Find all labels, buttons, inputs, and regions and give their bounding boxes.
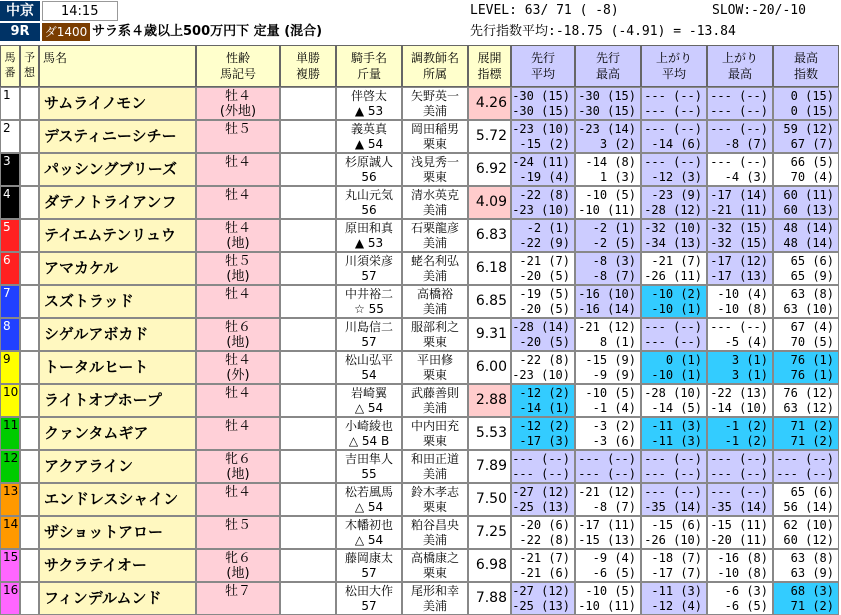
agari-average: -32 (10) -34 (13) bbox=[641, 219, 707, 252]
sex-age: 牡４ bbox=[196, 186, 280, 219]
senko-average: -12 (2) -14 (1) bbox=[511, 384, 575, 417]
senko-average: -30 (15) -30 (15) bbox=[511, 87, 575, 120]
prediction-mark[interactable] bbox=[20, 252, 39, 285]
trainer-name[interactable]: 平田修 栗東 bbox=[402, 351, 468, 384]
trainer-name[interactable]: 服部利之 栗東 bbox=[402, 318, 468, 351]
odds bbox=[280, 450, 336, 483]
prediction-mark[interactable] bbox=[20, 417, 39, 450]
agari-max: --- (--) -5 (4) bbox=[707, 318, 773, 351]
odds bbox=[280, 153, 336, 186]
agari-max: --- (--) -35 (14) bbox=[707, 483, 773, 516]
best-index: 65 (6) 56 (14) bbox=[773, 483, 839, 516]
senko-max: -30 (15) -30 (15) bbox=[575, 87, 641, 120]
prediction-mark[interactable] bbox=[20, 318, 39, 351]
trainer-name[interactable]: 中内田充 栗東 bbox=[402, 417, 468, 450]
senko-average: -20 (6) -22 (8) bbox=[511, 516, 575, 549]
horse-number: 1 bbox=[0, 87, 20, 120]
table-header bbox=[0, 45, 841, 87]
best-index: 67 (4) 70 (5) bbox=[773, 318, 839, 351]
venue-label: 中京 bbox=[0, 1, 40, 21]
odds bbox=[280, 285, 336, 318]
horse-name[interactable]: サムライノモン bbox=[39, 87, 196, 120]
senko-average: -12 (2) -17 (3) bbox=[511, 417, 575, 450]
jockey-name[interactable]: 松若風馬 △ 54 bbox=[336, 483, 402, 516]
sex-age: 牡４ (外地) bbox=[196, 87, 280, 120]
trainer-name[interactable]: 高橋康之 栗東 bbox=[402, 549, 468, 582]
horse-number: 7 bbox=[0, 285, 20, 318]
prediction-mark[interactable] bbox=[20, 186, 39, 219]
senko-max: -21 (12) 8 (1) bbox=[575, 318, 641, 351]
sex-age: 牡６ (地) bbox=[196, 318, 280, 351]
horse-number: 3 bbox=[0, 153, 20, 186]
development-index: 7.88 bbox=[468, 582, 511, 615]
trainer-name[interactable]: 石栗龍彦 美浦 bbox=[402, 219, 468, 252]
jockey-name[interactable]: 小崎綾也 △ 54 B bbox=[336, 417, 402, 450]
horse-number: 12 bbox=[0, 450, 20, 483]
best-index: 76 (12) 63 (12) bbox=[773, 384, 839, 417]
horse-number: 10 bbox=[0, 384, 20, 417]
header-jockey: 騎手名 斤量 bbox=[336, 45, 402, 87]
agari-max: --- (--) -4 (3) bbox=[707, 153, 773, 186]
header-odds: 単勝 複勝 bbox=[280, 45, 336, 87]
odds bbox=[280, 120, 336, 153]
header-name: 馬名 bbox=[39, 45, 196, 87]
development-index: 7.50 bbox=[468, 483, 511, 516]
horse-number: 9 bbox=[0, 351, 20, 384]
table-row[interactable] bbox=[0, 219, 841, 252]
header-sex: 性齢 馬記号 bbox=[196, 45, 280, 87]
trainer-name[interactable]: 岡田稲男 栗東 bbox=[402, 120, 468, 153]
odds bbox=[280, 582, 336, 615]
horse-name[interactable]: サクラテイオー bbox=[39, 549, 196, 582]
sex-age: 牡４ bbox=[196, 153, 280, 186]
development-index: 4.26 bbox=[468, 87, 511, 120]
senko-max: --- (--) --- (--) bbox=[575, 450, 641, 483]
horse-name[interactable]: ライトオブホープ bbox=[39, 384, 196, 417]
jockey-name[interactable]: 丸山元気 56 bbox=[336, 186, 402, 219]
senko-max: -10 (5) -1 (4) bbox=[575, 384, 641, 417]
sex-age: 牡４ (地) bbox=[196, 219, 280, 252]
best-index: 62 (10) 60 (12) bbox=[773, 516, 839, 549]
senko-max: -15 (9) -9 (9) bbox=[575, 351, 641, 384]
race-number: 9R bbox=[0, 23, 40, 41]
jockey-name[interactable]: 中井裕二 ☆ 55 bbox=[336, 285, 402, 318]
prediction-mark[interactable] bbox=[20, 285, 39, 318]
prediction-mark[interactable] bbox=[20, 516, 39, 549]
agari-average: --- (--) -12 (3) bbox=[641, 153, 707, 186]
development-index: 6.83 bbox=[468, 219, 511, 252]
horse-name[interactable]: フィンデルムンド bbox=[39, 582, 196, 615]
sex-age: 牡４ bbox=[196, 483, 280, 516]
agari-max: -17 (12) -17 (13) bbox=[707, 252, 773, 285]
senko-max: -14 (8) 1 (3) bbox=[575, 153, 641, 186]
odds bbox=[280, 516, 336, 549]
sex-age: 牝６ (地) bbox=[196, 450, 280, 483]
senko-average: -28 (14) -20 (5) bbox=[511, 318, 575, 351]
header-best: 最高 指数 bbox=[773, 45, 839, 87]
horse-name[interactable]: ダテノトライアンフ bbox=[39, 186, 196, 219]
table-row[interactable] bbox=[0, 549, 841, 582]
prediction-mark[interactable] bbox=[20, 219, 39, 252]
odds bbox=[280, 549, 336, 582]
horse-name[interactable]: パッシングブリーズ bbox=[39, 153, 196, 186]
development-index: 4.09 bbox=[468, 186, 511, 219]
top-bar bbox=[0, 0, 841, 22]
table-row[interactable] bbox=[0, 186, 841, 219]
race-title: サラ系４歳以上500万円下 定量 (混合) bbox=[92, 24, 323, 39]
header-senko-avg: 先行 平均 bbox=[511, 45, 575, 87]
senko-max: -8 (3) -8 (7) bbox=[575, 252, 641, 285]
horse-name[interactable]: テイエムテンリュウ bbox=[39, 219, 196, 252]
agari-max: --- (--) -8 (7) bbox=[707, 120, 773, 153]
development-index: 7.25 bbox=[468, 516, 511, 549]
agari-max: -10 (4) -10 (8) bbox=[707, 285, 773, 318]
odds bbox=[280, 186, 336, 219]
trainer-name[interactable]: 和田正道 美浦 bbox=[402, 450, 468, 483]
agari-max: -17 (14) -21 (11) bbox=[707, 186, 773, 219]
agari-max: --- (--) --- (--) bbox=[707, 450, 773, 483]
development-index: 5.72 bbox=[468, 120, 511, 153]
senko-average: -24 (11) -19 (4) bbox=[511, 153, 575, 186]
jockey-name[interactable]: 原田和真 ▲ 53 bbox=[336, 219, 402, 252]
horse-name[interactable]: ザショットアロー bbox=[39, 516, 196, 549]
trainer-name[interactable]: 清水英克 美浦 bbox=[402, 186, 468, 219]
senko-max: -23 (14) 3 (2) bbox=[575, 120, 641, 153]
agari-average: -28 (10) -14 (5) bbox=[641, 384, 707, 417]
prediction-mark[interactable] bbox=[20, 582, 39, 615]
horse-number: 14 bbox=[0, 516, 20, 549]
senko-max: -21 (12) -8 (7) bbox=[575, 483, 641, 516]
senko-average: -27 (12) -25 (13) bbox=[511, 582, 575, 615]
senko-average: -22 (8) -23 (10) bbox=[511, 351, 575, 384]
agari-max: 3 (1) 3 (1) bbox=[707, 351, 773, 384]
senko-max: -16 (10) -16 (14) bbox=[575, 285, 641, 318]
best-index: 76 (1) 76 (1) bbox=[773, 351, 839, 384]
trainer-name[interactable]: 矢野英一 美浦 bbox=[402, 87, 468, 120]
development-index: 6.98 bbox=[468, 549, 511, 582]
best-index: 0 (15) 0 (15) bbox=[773, 87, 839, 120]
table-row[interactable] bbox=[0, 351, 841, 384]
odds bbox=[280, 252, 336, 285]
table-row[interactable] bbox=[0, 483, 841, 516]
table-row[interactable] bbox=[0, 120, 841, 153]
table-row[interactable] bbox=[0, 582, 841, 615]
senko-max: -17 (11) -15 (13) bbox=[575, 516, 641, 549]
horse-number: 4 bbox=[0, 186, 20, 219]
horse-name[interactable]: クァンタムギア bbox=[39, 417, 196, 450]
senko-max: -2 (1) -2 (5) bbox=[575, 219, 641, 252]
agari-average: --- (--) --- (--) bbox=[641, 87, 707, 120]
jockey-name[interactable]: 吉田隼人 55 bbox=[336, 450, 402, 483]
jockey-name[interactable]: 杉原誠人 56 bbox=[336, 153, 402, 186]
horse-name[interactable]: エンドレスシャイン bbox=[39, 483, 196, 516]
horse-number: 6 bbox=[0, 252, 20, 285]
header-num: 馬番 bbox=[0, 45, 20, 87]
prediction-mark[interactable] bbox=[20, 351, 39, 384]
sex-age: 牝６ (地) bbox=[196, 549, 280, 582]
race-bar bbox=[0, 22, 841, 41]
development-index: 9.31 bbox=[468, 318, 511, 351]
best-index: 66 (5) 70 (4) bbox=[773, 153, 839, 186]
odds bbox=[280, 483, 336, 516]
table-row[interactable] bbox=[0, 516, 841, 549]
agari-average: -15 (6) -26 (10) bbox=[641, 516, 707, 549]
trainer-name[interactable]: 蛯名利弘 美浦 bbox=[402, 252, 468, 285]
horse-name[interactable]: シゲルアボカド bbox=[39, 318, 196, 351]
agari-average: -23 (9) -28 (12) bbox=[641, 186, 707, 219]
jockey-name[interactable]: 川島信二 57 bbox=[336, 318, 402, 351]
jockey-name[interactable]: 川須栄彦 57 bbox=[336, 252, 402, 285]
horse-number: 13 bbox=[0, 483, 20, 516]
table-row[interactable] bbox=[0, 87, 841, 120]
best-index: 59 (12) 67 (7) bbox=[773, 120, 839, 153]
jockey-name[interactable]: 義英真 ▲ 54 bbox=[336, 120, 402, 153]
agari-average: -10 (2) -10 (1) bbox=[641, 285, 707, 318]
table-row[interactable] bbox=[0, 384, 841, 417]
agari-average: -18 (7) -17 (7) bbox=[641, 549, 707, 582]
jockey-name[interactable]: 伴啓太 ▲ 53 bbox=[336, 87, 402, 120]
jockey-name[interactable]: 岩崎翼 △ 54 bbox=[336, 384, 402, 417]
horse-number: 16 bbox=[0, 582, 20, 615]
table-row[interactable] bbox=[0, 318, 841, 351]
agari-max: -1 (2) -1 (2) bbox=[707, 417, 773, 450]
jockey-name[interactable]: 松山弘平 54 bbox=[336, 351, 402, 384]
senko-average: -21 (7) -20 (5) bbox=[511, 252, 575, 285]
agari-max: -22 (13) -14 (10) bbox=[707, 384, 773, 417]
best-index: 63 (8) 63 (9) bbox=[773, 549, 839, 582]
prediction-mark[interactable] bbox=[20, 549, 39, 582]
development-index: 7.89 bbox=[468, 450, 511, 483]
trainer-name[interactable]: 鈴木孝志 栗東 bbox=[402, 483, 468, 516]
race-time: 14:15 bbox=[42, 1, 118, 21]
senko-max: -9 (4) -6 (5) bbox=[575, 549, 641, 582]
best-index: 60 (11) 60 (13) bbox=[773, 186, 839, 219]
horse-name[interactable]: アクアライン bbox=[39, 450, 196, 483]
agari-average: --- (--) --- (--) bbox=[641, 450, 707, 483]
sex-age: 牡４ bbox=[196, 384, 280, 417]
header-idx: 展開 指標 bbox=[468, 45, 511, 87]
senko-max: -3 (2) -3 (6) bbox=[575, 417, 641, 450]
development-index: 5.53 bbox=[468, 417, 511, 450]
trainer-name[interactable]: 尾形和幸 美浦 bbox=[402, 582, 468, 615]
horse-name[interactable]: デスティニーシチー bbox=[39, 120, 196, 153]
slow-readout: SLOW:-20/-10 bbox=[712, 3, 806, 18]
header-trainer: 調教師名 所属 bbox=[402, 45, 468, 87]
table-row[interactable] bbox=[0, 450, 841, 483]
senko-average: -21 (7) -21 (6) bbox=[511, 549, 575, 582]
horse-name[interactable]: アマカケル bbox=[39, 252, 196, 285]
trainer-name[interactable]: 浅見秀一 栗東 bbox=[402, 153, 468, 186]
horse-name[interactable]: トータルヒート bbox=[39, 351, 196, 384]
level-readout: LEVEL: 63/ 71 ( -8) bbox=[470, 3, 619, 18]
trainer-name[interactable]: 武藤善則 美浦 bbox=[402, 384, 468, 417]
agari-average: --- (--) --- (--) bbox=[641, 318, 707, 351]
agari-max: -32 (15) -32 (15) bbox=[707, 219, 773, 252]
development-index: 6.92 bbox=[468, 153, 511, 186]
development-index: 6.85 bbox=[468, 285, 511, 318]
best-index: 65 (6) 65 (9) bbox=[773, 252, 839, 285]
odds bbox=[280, 87, 336, 120]
best-index: --- (--) --- (--) bbox=[773, 450, 839, 483]
odds bbox=[280, 351, 336, 384]
prediction-mark[interactable] bbox=[20, 120, 39, 153]
horse-number: 2 bbox=[0, 120, 20, 153]
table-row[interactable] bbox=[0, 252, 841, 285]
sex-age: 牡７ bbox=[196, 582, 280, 615]
agari-max: --- (--) --- (--) bbox=[707, 87, 773, 120]
best-index: 63 (8) 63 (10) bbox=[773, 285, 839, 318]
trainer-name[interactable]: 粕谷昌央 美浦 bbox=[402, 516, 468, 549]
development-index: 2.88 bbox=[468, 384, 511, 417]
senko-average: --- (--) --- (--) bbox=[511, 450, 575, 483]
senko-average: -27 (12) -25 (13) bbox=[511, 483, 575, 516]
jockey-name[interactable]: 松田大作 57 bbox=[336, 582, 402, 615]
agari-average: -21 (7) -26 (11) bbox=[641, 252, 707, 285]
agari-average: --- (--) -35 (14) bbox=[641, 483, 707, 516]
horse-number: 15 bbox=[0, 549, 20, 582]
odds bbox=[280, 384, 336, 417]
track-badge: ダ1400 bbox=[42, 23, 90, 41]
horse-number: 11 bbox=[0, 417, 20, 450]
development-index: 6.18 bbox=[468, 252, 511, 285]
sex-age: 牡４ bbox=[196, 285, 280, 318]
sex-age: 牡４ bbox=[196, 417, 280, 450]
header-agari-avg: 上がり 平均 bbox=[641, 45, 707, 87]
agari-max: -15 (11) -20 (11) bbox=[707, 516, 773, 549]
best-index: 68 (3) 71 (2) bbox=[773, 582, 839, 615]
horse-number: 5 bbox=[0, 219, 20, 252]
prediction-mark[interactable] bbox=[20, 153, 39, 186]
agari-max: -6 (3) -6 (5) bbox=[707, 582, 773, 615]
agari-average: -11 (3) -12 (4) bbox=[641, 582, 707, 615]
senko-average: -2 (1) -22 (9) bbox=[511, 219, 575, 252]
sex-age: 牡５ (地) bbox=[196, 252, 280, 285]
header-senko-max: 先行 最高 bbox=[575, 45, 641, 87]
senko-average: -22 (8) -23 (10) bbox=[511, 186, 575, 219]
jockey-name[interactable]: 木幡初也 △ 54 bbox=[336, 516, 402, 549]
prediction-mark[interactable] bbox=[20, 384, 39, 417]
agari-average: 0 (1) -10 (1) bbox=[641, 351, 707, 384]
development-index: 6.00 bbox=[468, 351, 511, 384]
horse-number: 8 bbox=[0, 318, 20, 351]
prediction-mark[interactable] bbox=[20, 483, 39, 516]
sex-age: 牡４ (外) bbox=[196, 351, 280, 384]
prediction-mark[interactable] bbox=[20, 87, 39, 120]
table-row[interactable] bbox=[0, 417, 841, 450]
average-readout: 先行指数平均:-18.75 (-4.91) = -13.84 bbox=[470, 24, 736, 39]
odds bbox=[280, 417, 336, 450]
senko-max: -10 (5) -10 (11) bbox=[575, 186, 641, 219]
best-index: 71 (2) 71 (2) bbox=[773, 417, 839, 450]
header-agari-max: 上がり 最高 bbox=[707, 45, 773, 87]
best-index: 48 (14) 48 (14) bbox=[773, 219, 839, 252]
trainer-name[interactable]: 高橋裕 美浦 bbox=[402, 285, 468, 318]
senko-max: -10 (5) -10 (11) bbox=[575, 582, 641, 615]
agari-average: -11 (3) -11 (3) bbox=[641, 417, 707, 450]
agari-average: --- (--) -14 (6) bbox=[641, 120, 707, 153]
horse-name[interactable]: スズトラッド bbox=[39, 285, 196, 318]
senko-average: -19 (5) -20 (5) bbox=[511, 285, 575, 318]
odds bbox=[280, 318, 336, 351]
table-row[interactable] bbox=[0, 153, 841, 186]
table-row[interactable] bbox=[0, 285, 841, 318]
sex-age: 牡５ bbox=[196, 516, 280, 549]
header-pred: 予想 bbox=[20, 45, 39, 87]
odds bbox=[280, 219, 336, 252]
prediction-mark[interactable] bbox=[20, 450, 39, 483]
agari-max: -16 (8) -10 (8) bbox=[707, 549, 773, 582]
jockey-name[interactable]: 藤岡康太 57 bbox=[336, 549, 402, 582]
sex-age: 牡５ bbox=[196, 120, 280, 153]
senko-average: -23 (10) -15 (2) bbox=[511, 120, 575, 153]
